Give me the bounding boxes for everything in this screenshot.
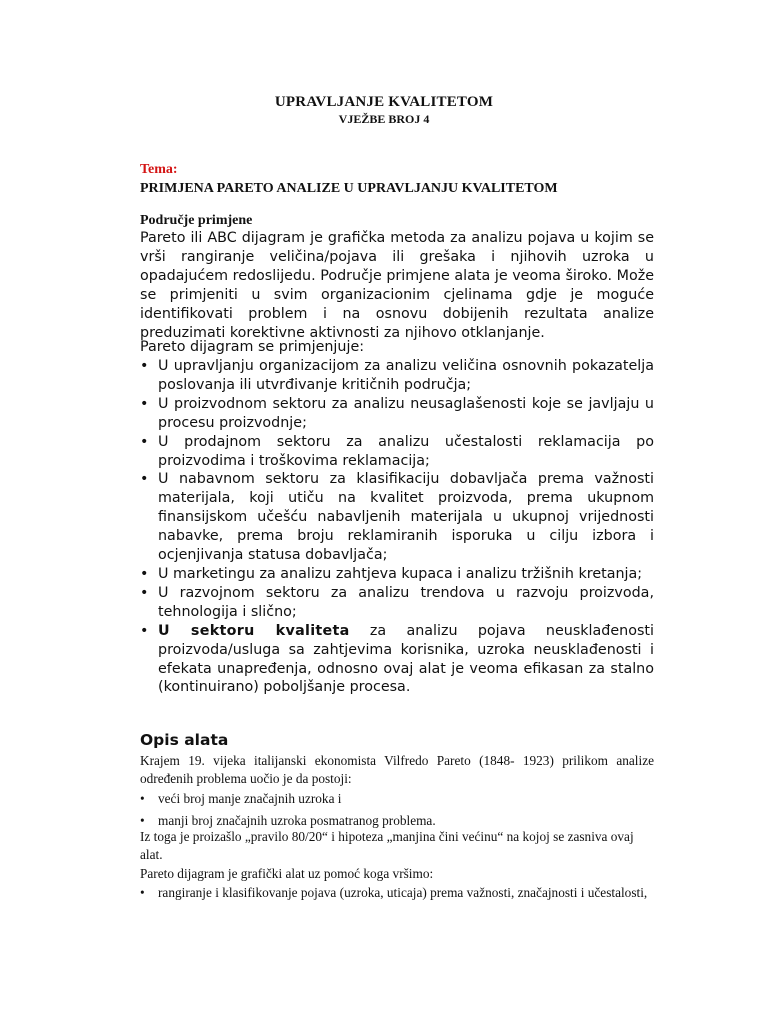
list-item-text: manji broj značajnih uzroka posmatranog problema.	[158, 813, 436, 828]
bullet-icon: •	[140, 791, 145, 806]
bullet-icon: •	[140, 471, 149, 488]
bullet-icon: •	[140, 433, 149, 450]
application-area-paragraph: Pareto ili ABC dijagram je grafička metoda za analizu pojava u kojim se vrši rangiranje veličina/pojava ili grešaka i njihovih uzroka u opadajućem redoslijedu. Područje primjene alata je veoma široko. Može se primjeniti u svim organizacionim cjelinama gdje je moguće identifikovati problem i na osnovu dobijenih rezultata analize preduzimati korektivne aktivnosti za njihovo otklanjanje.	[140, 230, 654, 341]
list-item	[140, 622, 654, 698]
list-item	[140, 790, 654, 808]
list-item-bold-text: U sektoru kvaliteta	[158, 622, 350, 639]
document-title: UPRAVLJANJE KVALITETOM	[274, 94, 494, 110]
list-item	[140, 470, 654, 565]
topic-title: PRIMJENA PARETO ANALIZE U UPRAVLJANJU KVALITETOM	[140, 181, 558, 196]
list-item-text: U upravljanju organizacijom za analizu veličina osnovnih pokazatelja poslovanja ili utvrđivanje kritičnih područja;	[158, 358, 654, 393]
bullet-icon: •	[140, 584, 149, 601]
list-item	[140, 433, 654, 471]
application-area-heading: Područje primjene	[140, 213, 253, 228]
bullet-icon: •	[140, 622, 149, 639]
list-item-text: U marketingu za analizu zahtjeva kupaca i analizu tržišnih kretanja;	[158, 565, 643, 582]
list-item	[140, 357, 654, 395]
list-item-text: U nabavnom sektoru za klasifikaciju dobavljača prema važnosti materijala, koji utiču na kvalitet proizvoda, prema ukupnom finansijskom učešću nabavljenih materijala u ukupnoj vrijednosti nabavke, prema broju reklamiranih isporuka u cilju izbora i ocjenjivanja statusa dobavljača;	[158, 471, 654, 564]
topic-label: Tema:	[140, 162, 178, 177]
rule-paragraph: Iz toga je proizašlo „pravilo 80/20“ i hipoteza „manjina čini većinu“ na kojoj se zasniva ovaj alat.	[140, 829, 634, 862]
list-item	[140, 884, 654, 902]
list-item	[140, 584, 654, 622]
bullet-icon: •	[140, 565, 149, 582]
bullet-icon: •	[140, 885, 145, 900]
bullet-icon: •	[140, 358, 149, 374]
list-item-text: U razvojnom sektoru za analizu trendova u razvoju proizvoda, tehnologija i slično;	[158, 584, 654, 620]
list-item-text: rangiranje i klasifikovanje pojava (uzroka, uticaja) prema važnosti, značajnosti i učestalosti,	[158, 885, 648, 900]
application-list	[140, 357, 654, 697]
tool-description-paragraph: Krajem 19. vijeka italijanski ekonomista Vilfredo Pareto (1848- 1923) prilikom analize određenih problema uočio je da postoji:	[140, 753, 654, 786]
list-item-text: veći broj manje značajnih uzroka i	[158, 791, 342, 806]
application-list-intro: Pareto dijagram se primjenjuje:	[140, 339, 365, 355]
purpose-list	[140, 884, 654, 906]
list-item	[140, 395, 654, 433]
list-item-text: za analizu pojava neusklađenosti proizvoda/usluga sa zahtjevima korisnika, uzroka neusklađenosti i efekata unapređenja, odnosno ovaj alat je veoma efikasan za stalno (kontinuirano) poboljšanje procesa.	[158, 622, 654, 696]
list-item-text: U prodajnom sektoru za analizu učestalosti reklamacija po proizvodima i troškovima reklamacija;	[158, 433, 654, 469]
document-subtitle: VJEŽBE BROJ 4	[338, 112, 430, 126]
bullet-icon: •	[140, 813, 145, 828]
tool-description-heading: Opis alata	[140, 731, 229, 749]
purpose-paragraph: Pareto dijagram je grafički alat uz pomoć koga vršimo:	[140, 866, 434, 881]
list-item	[140, 565, 654, 584]
list-item-text: U proizvodnom sektoru za analizu neusaglašenosti koje se javljaju u procesu proizvodnje;	[158, 395, 654, 431]
bullet-icon: •	[140, 395, 149, 412]
